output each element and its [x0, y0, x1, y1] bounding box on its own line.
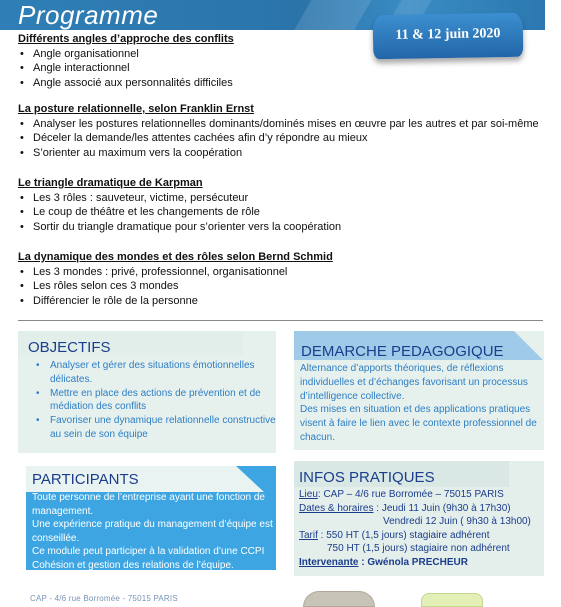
participants-paragraph: Ce module peut participer à la validation d’une CCPI Cohésion et gestion des relations de l’équipe. — [32, 546, 265, 571]
list-item: • Sortir du triangle dramatique pour s’orienter vers la coopération — [18, 220, 543, 235]
list-item: • Angle organisationnel — [18, 47, 543, 62]
section-approaches — [18, 32, 543, 90]
intervenante-value: : Gwénola PRECHEUR — [358, 556, 468, 568]
participants-header-tail — [236, 466, 264, 492]
objectifs-item: • Favoriser une dynamique relationnelle constructive au sein de son équipe — [36, 414, 276, 442]
list-item: • Différencier le rôle de la personne — [18, 294, 543, 309]
tarif-value: : 550 HT (1,5 jours) stagiaire adhérent — [317, 529, 490, 541]
page-title: Programme — [18, 0, 159, 30]
infos-box — [294, 461, 544, 576]
list-item: • Analyser les postures relationnelles dominants/dominés mises en œuvre par les autres et par soi-même — [18, 117, 543, 132]
demarche-title: DEMARCHE PEDAGOGIQUE — [301, 343, 504, 360]
lieu-value: : CAP – 4/6 rue Borromée – 75015 PARIS — [317, 489, 504, 500]
partner-logo — [421, 593, 483, 607]
divider — [18, 320, 543, 321]
dates-value: : Jeudi 11 Juin (9h30 à 17h30) — [373, 502, 511, 514]
objectifs-header-tail — [243, 331, 267, 355]
section-title: La dynamique des mondes et des rôles selon Bernd Schmid — [18, 251, 333, 263]
lieu-label: Lieu — [299, 489, 318, 500]
infos-intervenante — [299, 556, 544, 570]
section-title: Le triangle dramatique de Karpman — [18, 177, 203, 189]
objectifs-title: OBJECTIFS — [28, 339, 111, 356]
objectifs-item: • Analyser et gérer des situations émotionnelles délicates. — [36, 359, 276, 387]
demarche-paragraph: Des mises en situation et des applications pratiques visent à faire le lien avec le contexte professionnel de chacun. — [300, 404, 537, 443]
infos-title: INFOS PRATIQUES — [299, 469, 435, 486]
demarche-box — [294, 331, 544, 450]
dates-value-2: Vendredi 12 Juin ( 9h30 à 13h00) — [383, 516, 531, 528]
participants-paragraph: Toute personne de l’entreprise ayant une fonction de management. — [32, 492, 265, 517]
list-item: • S’orienter au maximum vers la coopération — [18, 146, 543, 161]
section-karpman — [18, 176, 543, 234]
participants-title: PARTICIPANTS — [32, 471, 139, 488]
infos-dates — [299, 502, 544, 516]
intervenante-label: Intervenante — [299, 556, 359, 568]
list-item: • Les 3 mondes : privé, professionnel, organisationnel — [18, 265, 543, 280]
section-schmid — [18, 250, 543, 308]
list-item: • Déceler la demande/les attentes cachées afin d’y répondre au mieux — [18, 131, 543, 146]
footer-address: CAP - 4/6 rue Borromée - 75015 PARIS — [30, 594, 178, 603]
section-title: Différents angles d’approche des conflits — [18, 33, 234, 45]
participants-paragraph: Une expérience pratique du management d’équipe est conseillée. — [32, 519, 273, 544]
section-title: La posture relationnelle, selon Franklin Ernst — [18, 103, 254, 115]
objectifs-box — [18, 331, 276, 453]
participants-box — [26, 466, 276, 570]
list-item: • Les 3 rôles : sauveteur, victime, persécuteur — [18, 191, 543, 206]
infos-lieu — [299, 488, 544, 502]
infos-tarif — [299, 529, 544, 543]
list-item: • Le coup de théâtre et les changements de rôle — [18, 205, 543, 220]
list-item: • Les rôles selon ces 3 mondes — [18, 279, 543, 294]
date-text: 11 & 12 juin 2020 — [395, 26, 501, 43]
dates-label: Dates & horaires — [299, 502, 374, 514]
tarif-value-2: 750 HT (1,5 jours) stagiaire non adhérent — [327, 543, 510, 555]
demarche-header-tail — [514, 331, 543, 360]
header-decoration — [283, 0, 378, 30]
objectifs-item: • Mettre en place des actions de prévention et de médiation des conflits — [36, 387, 276, 415]
list-item: • Angle interactionnel — [18, 61, 543, 76]
list-item: • Angle associé aux personnalités difficiles — [18, 76, 543, 91]
demarche-paragraph: Alternance d’apports théoriques, de réflexions individuelles et d’échanges favorisant un processus d’intelligence collective. — [300, 363, 528, 402]
partner-logo — [303, 591, 375, 607]
section-posture — [18, 102, 543, 160]
tarif-label: Tarif — [299, 529, 318, 541]
